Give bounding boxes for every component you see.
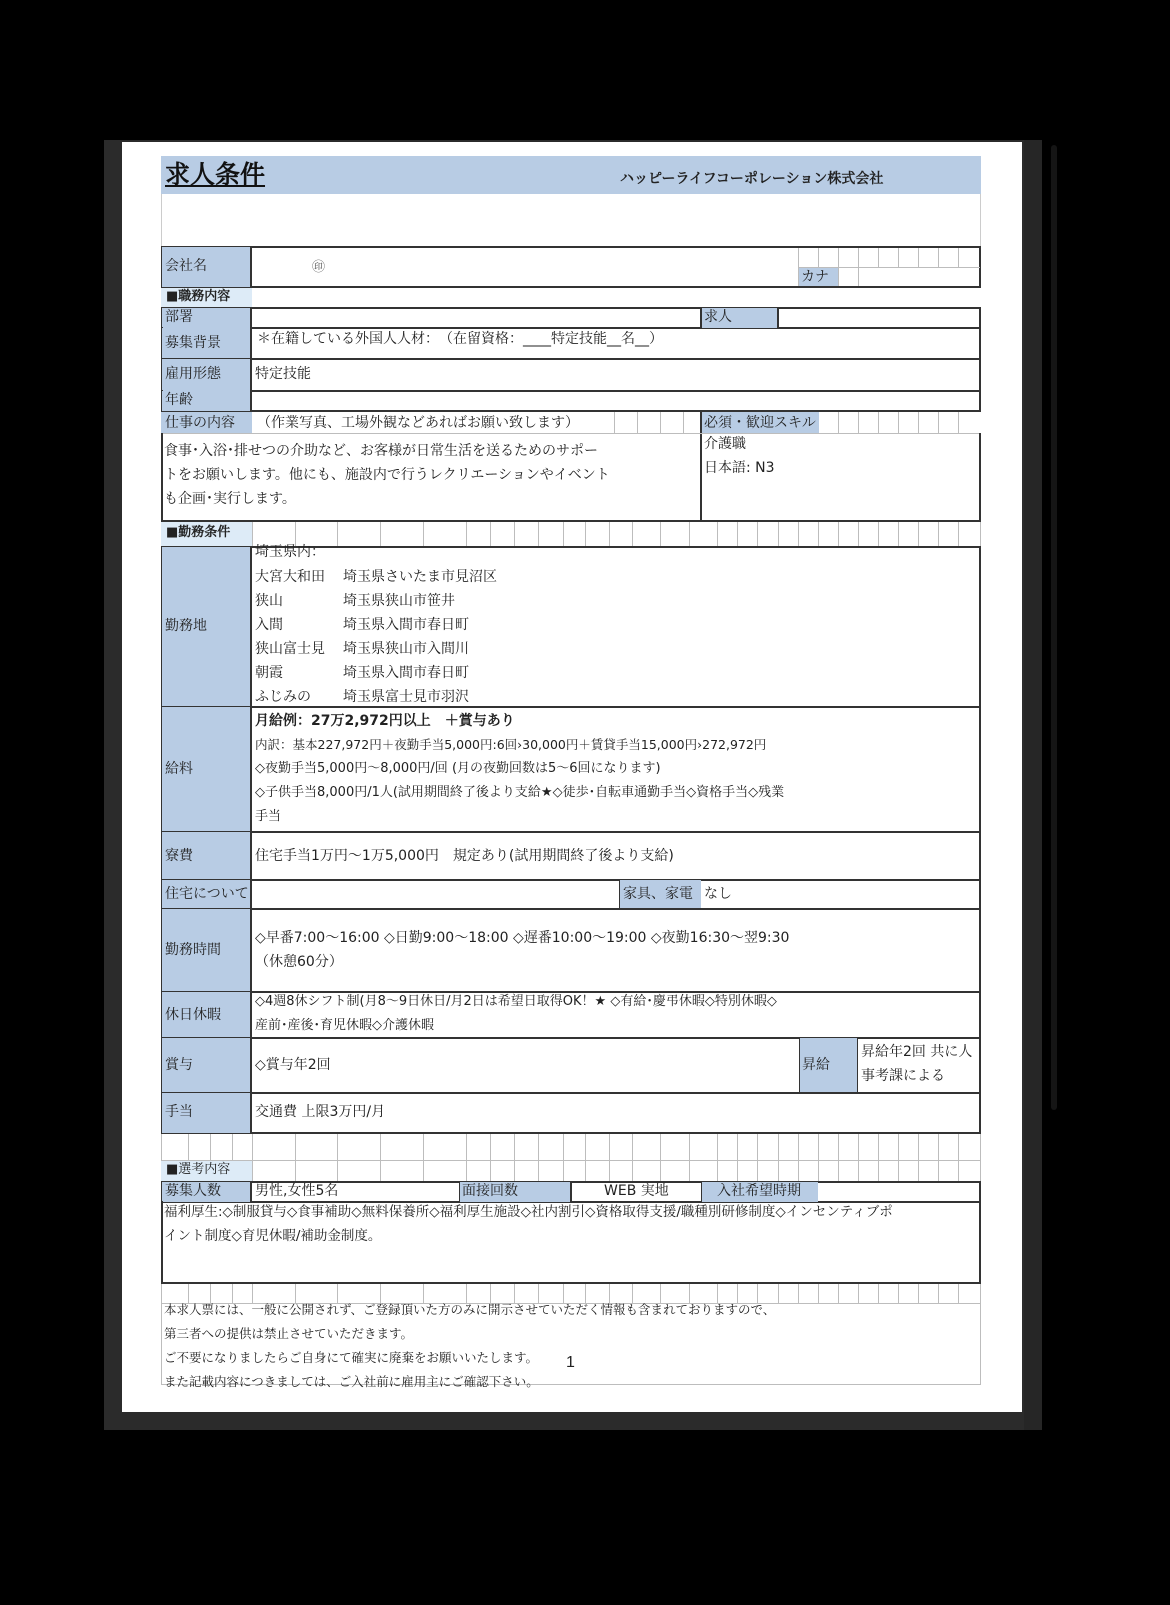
recruit-label: 求人 xyxy=(704,309,732,325)
location-address: 埼玉県狭山市笹井 xyxy=(343,593,455,609)
employment-value: 特定技能 xyxy=(255,366,311,382)
hours-line: ◇早番7:00～16:00 ◇日勤9:00～18:00 ◇遅番10:00～19:00 ◇夜勤16:30～翌9:30 xyxy=(255,930,790,946)
welfare-line: イント制度◇育児休暇/補助金制度。 xyxy=(164,1228,382,1244)
location-header: 埼玉県内： xyxy=(255,544,325,560)
location-name: 朝霞 xyxy=(255,665,283,681)
background-value: ＊在籍している外国人人材： （在留資格：____特定技能__名__） xyxy=(257,331,663,347)
company-name-header: ハッピーライフコーポレーション株式会社 xyxy=(620,171,884,187)
employment-label: 雇用形態 xyxy=(165,366,221,382)
seal-icon: ㊞ xyxy=(312,260,326,275)
location-list xyxy=(255,565,497,709)
bonus-label: 賞与 xyxy=(165,1057,193,1073)
hours-text xyxy=(255,926,789,974)
location-item xyxy=(255,613,497,637)
dorm-value: 住宅手当1万円～1万5,000円 規定あり(試用期間終了後より支給) xyxy=(255,848,674,864)
holiday-line: ◇4週8休シフト制(月8～9日休日/月2日は希望日取得OK！★ ◇有給･慶弔休暇◇特別休暇◇ xyxy=(255,994,777,1009)
hours-label: 勤務時間 xyxy=(165,942,221,958)
footer-note: 第三者への提供は禁止させていただきます。 xyxy=(164,1326,414,1341)
location-name: ふじみの xyxy=(255,689,311,705)
interview-value: WEB 実地 xyxy=(604,1183,669,1199)
furniture-value: なし xyxy=(704,886,732,902)
allowance-label: 手当 xyxy=(165,1104,193,1120)
interview-label: 面接回数 xyxy=(462,1183,518,1199)
count-value: 男性,女性5名 xyxy=(255,1183,339,1199)
housing-input[interactable] xyxy=(254,881,618,908)
salary-line: ◇子供手当8,000円/1人(試用期間終了後より支給★◇徒歩･自転車通勤手当◇資格手当◇残業 xyxy=(255,785,785,800)
holiday-label: 休日休暇 xyxy=(165,1007,221,1023)
footer-notes xyxy=(164,1298,775,1394)
salary-line: 手当 xyxy=(255,809,282,824)
skills-text xyxy=(704,432,775,480)
location-address: 埼玉県入間市春日町 xyxy=(343,665,469,681)
start-label: 入社希望時期 xyxy=(717,1183,801,1199)
footer-note: また記載内容につきましては、ご入社前に雇用主にご確認下さい。 xyxy=(164,1374,539,1389)
location-address: 埼玉県さいたま市見沼区 xyxy=(343,569,497,585)
welfare-line: 福利厚生:◇制服貸与◇食事補助◇無料保養所◇福利厚生施設◇社内割引◇資格取得支援/職種別研修制度◇インセンティブポ xyxy=(164,1204,893,1220)
scrollbar-track[interactable] xyxy=(1024,140,1042,1430)
location-item xyxy=(255,589,497,613)
welfare-text xyxy=(164,1200,893,1248)
furniture-label: 家具、家電 xyxy=(623,886,693,902)
section-conditions-heading: ■勤務条件 xyxy=(166,525,231,540)
raise-line: 昇給年2回 共に人 xyxy=(861,1044,973,1060)
count-label: 募集人数 xyxy=(165,1183,221,1199)
content-line: も企画･実行します。 xyxy=(164,491,296,507)
salary-line: ◇夜勤手当5,000円～8,000円/回 (月の夜勤回数は5～6回になります) xyxy=(255,761,661,776)
page-title: 求人条件 xyxy=(165,160,266,189)
raise-text xyxy=(861,1040,972,1088)
content-line: トをお願いします。他にも、施設内で行うレクリエーションやイベント xyxy=(164,467,610,483)
kana-input[interactable] xyxy=(859,268,979,286)
location-item xyxy=(255,637,497,661)
age-input[interactable] xyxy=(254,392,979,410)
footer-note: 本求人票には、一般に公開されず、ご登録頂いた方のみに開示させていただく情報も含まれておりますので、 xyxy=(164,1302,776,1317)
age-label: 年齢 xyxy=(165,392,193,408)
location-address: 埼玉県富士見市羽沢 xyxy=(343,689,469,705)
salary-label: 給料 xyxy=(165,761,193,777)
location-name: 入間 xyxy=(255,617,283,633)
allowance-value: 交通費 上限3万円/月 xyxy=(255,1104,386,1120)
location-address: 埼玉県狭山市入間川 xyxy=(343,641,469,657)
dept-input[interactable] xyxy=(254,309,699,327)
recruit-input[interactable] xyxy=(781,309,979,327)
company-label: 会社名 xyxy=(165,258,207,274)
dept-label: 部署 xyxy=(165,309,193,325)
raise-line: 事考課による xyxy=(861,1068,945,1084)
header-blank-area xyxy=(161,194,981,246)
section-selection-heading: ■選考内容 xyxy=(166,1162,231,1177)
content-note: （作業写真、工場外観などあればお願い致します） xyxy=(257,415,579,431)
background-label: 募集背景 xyxy=(165,335,221,351)
skills-label: 必須・歓迎スキル xyxy=(704,415,816,431)
location-name: 狭山 xyxy=(255,593,283,609)
bonus-value: ◇賞与年2回 xyxy=(255,1057,331,1073)
content-line: 食事･入浴･排せつの介助など、お客様が日常生活を送るためのサポー xyxy=(164,443,598,459)
location-name: 大宮大和田 xyxy=(255,569,325,585)
location-item xyxy=(255,661,497,685)
skill-line: 日本語: N3 xyxy=(704,460,775,476)
holiday-line: 産前･産後･育児休暇◇介護休暇 xyxy=(255,1018,434,1033)
location-label: 勤務地 xyxy=(165,618,207,634)
company-name-input[interactable] xyxy=(254,248,796,286)
scrollbar-thumb[interactable] xyxy=(1051,145,1057,1110)
location-name: 狭山富士見 xyxy=(255,641,325,657)
page-number: 1 xyxy=(566,1354,575,1371)
salary-text xyxy=(255,709,784,829)
raise-label: 昇給 xyxy=(802,1057,830,1073)
location-address: 埼玉県入間市春日町 xyxy=(343,617,469,633)
dorm-label: 寮費 xyxy=(165,848,193,864)
skill-line: 介護職 xyxy=(704,436,746,452)
content-text xyxy=(164,439,610,511)
section-job-heading: ■職務内容 xyxy=(166,289,231,304)
location-item xyxy=(255,565,497,589)
kana-label: カナ xyxy=(801,269,829,285)
holiday-text xyxy=(255,990,777,1038)
salary-line: 内訳：基本227,972円＋夜勤手当5,000円:6回›30,000円＋賃貸手当15,000円›272,972円 xyxy=(255,737,767,752)
start-input[interactable] xyxy=(819,1183,979,1201)
housing-label: 住宅について xyxy=(165,886,249,902)
content-label: 仕事の内容 xyxy=(165,415,235,431)
footer-note: ご不要になりましたらご自身にて確実に廃棄をお願いいたします。 xyxy=(164,1350,539,1365)
hours-line: （休憩60分） xyxy=(255,954,343,970)
salary-line-highlight: 月給例：27万2,972円以上 ＋賞与あり xyxy=(255,713,515,729)
